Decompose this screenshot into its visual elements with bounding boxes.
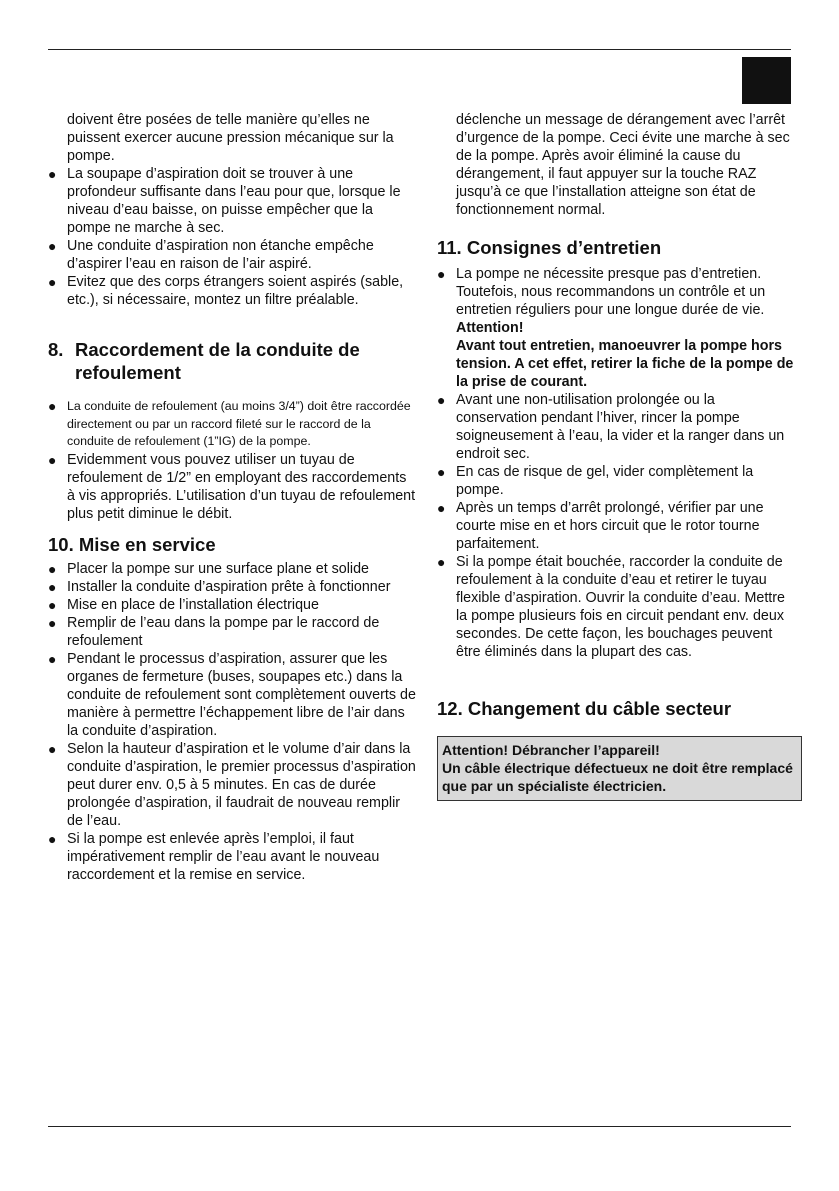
left-column (48, 111, 418, 884)
list-item: ● Une conduite d’aspiration non étanche empêche d’aspirer l’eau en raison de l’air aspiré. (48, 238, 374, 272)
list-item: ● Installer la conduite d’aspiration prête à fonctionner (48, 578, 391, 595)
bullet-icon: ● (48, 274, 57, 290)
bullet-icon: ● (437, 266, 446, 282)
header-rule (48, 49, 791, 50)
list-item: ● Avant une non-utilisation prolongée ou la conservation pendant l’hiver, rincer la pompe soigneusement à l’eau, la vider et la ranger dans un endroit sec. (437, 392, 785, 462)
section-12-heading: 12. Changement du câble secteur (437, 698, 732, 719)
right-intro-text: déclenche un message de dérangement avec l’arrêt d’urgence de la pompe. Ceci évite une marche à sec de la pompe. Après avoir éliminé la cause du dérangement, il faut appuyer sur la touche RAZ jusqu’à ce que l’installation atteigne son état de fonctionnement normal. (456, 112, 790, 218)
list-item: ● Evidemment vous pouvez utiliser un tuyau de refoulement de 1/2” en employant des raccordements à vis appropriés. L’utilisation d’un tuyau de refoulement plus petit diminue le débit. (48, 451, 416, 522)
bullet-icon: ● (437, 500, 446, 516)
list-item: ● La pompe ne nécessite presque pas d’entretien. Toutefois, nous recommandons un contrôle et un entretien réguliers pour une longue durée de vie. Attention! Avant tout entretien, manoeuvrer la pompe hors tension. A cet effet, retirer la fiche de la pompe de la prise de courant. (437, 266, 794, 390)
bullet-icon: ● (48, 398, 57, 414)
list-item: ● Si la pompe était bouchée, raccorder la conduite de refoulement à la conduite d’eau et retirer le tuyau flexible d’aspiration. Ouvrir la conduite d’eau. Mettre la pompe plusieurs fois en circuit pendant env. deux secondes. De cette façon, les bouchages peuvent être éliminés dans la plupart des cas. (437, 554, 785, 660)
bullet-icon: ● (48, 830, 57, 847)
list-item: ● En cas de risque de gel, vider complètement la pompe. (437, 464, 754, 498)
warning-line-2: Un câble électrique défectueux ne doit être remplacé que par un spécialiste électricien. (442, 760, 793, 794)
bullet-icon: ● (48, 451, 57, 468)
footer-rule (48, 1126, 791, 1127)
bullet-icon: ● (48, 560, 57, 577)
language-tab-marker (742, 57, 791, 104)
section-11-heading: 11. Consignes d’entretien (437, 237, 662, 258)
bullet-icon: ● (437, 464, 446, 480)
bullet-icon: ● (48, 238, 57, 254)
bullet-icon: ● (48, 578, 57, 595)
bullet-icon: ● (48, 740, 57, 757)
list-item: ● La soupape d’aspiration doit se trouver à une profondeur suffisante dans l’eau pour que, lorsque le niveau d’eau baisse, on puisse empêcher que la pompe ne marche à sec. (48, 166, 401, 236)
bullet-icon: ● (437, 392, 446, 408)
bullet-icon: ● (48, 614, 57, 631)
bullet-icon: ● (437, 554, 446, 570)
warning-line-1: Attention! Débrancher l’appareil! (442, 742, 660, 758)
list-item: ● Après un temps d’arrêt prolongé, vérifier par une courte mise en et hors circuit que le rotor tourne parfaitement. (437, 500, 764, 552)
list-item: ● Mise en place de l’installation électrique (48, 596, 319, 613)
section-8-heading: 8. Raccordement de la conduite de refoulement (48, 339, 360, 383)
list-item: ● Pendant le processus d’aspiration, assurer que les organes de fermeture (buses, soupapes etc.) dans la conduite de refoulement sont complètement ouverts de manière à permettre l’échappement libre de l’air dans la conduite d’aspiration. (48, 650, 416, 739)
left-intro-text: doivent être posées de telle manière qu’elles ne puissent exercer aucune pression mécanique sur la pompe. (67, 112, 394, 164)
maintenance-warning: Avant tout entretien, manoeuvrer la pompe hors tension. A cet effet, retirer la fiche de la pompe de la prise de courant. (456, 338, 794, 390)
bullet-icon: ● (48, 650, 57, 667)
right-column (437, 111, 795, 801)
warning-box (437, 736, 802, 801)
list-item: ● Placer la pompe sur une surface plane et solide (48, 560, 370, 577)
list-item: ● Remplir de l’eau dans la pompe par le raccord de refoulement (48, 614, 380, 649)
list-item: ● Evitez que des corps étrangers soient aspirés (sable, etc.), si nécessaire, montez un filtre préalable. (48, 274, 404, 308)
attention-label: Attention! (456, 320, 524, 336)
list-item: ● Selon la hauteur d’aspiration et le volume d’air dans la conduite d’aspiration, le premier processus d’aspiration peut durer env. 0,5 à 5 minutes. En cas de durée prolongée d’aspiration, il faudrait de nouveau remplir de l’eau. (48, 740, 416, 829)
list-item: ● La conduite de refoulement (au moins 3/4”) doit être raccordée directement ou par un raccord fileté sur le raccord de la conduite de refoulement (1”IG) de la pompe. (48, 398, 411, 448)
list-item: ● Si la pompe est enlevée après l’emploi, il faut impérativement remplir de l’eau avant le nouveau raccordement et la remise en service. (48, 830, 380, 883)
bullet-icon: ● (48, 166, 57, 182)
section-10-heading: 10. Mise en service (48, 533, 216, 555)
bullet-icon: ● (48, 596, 57, 613)
